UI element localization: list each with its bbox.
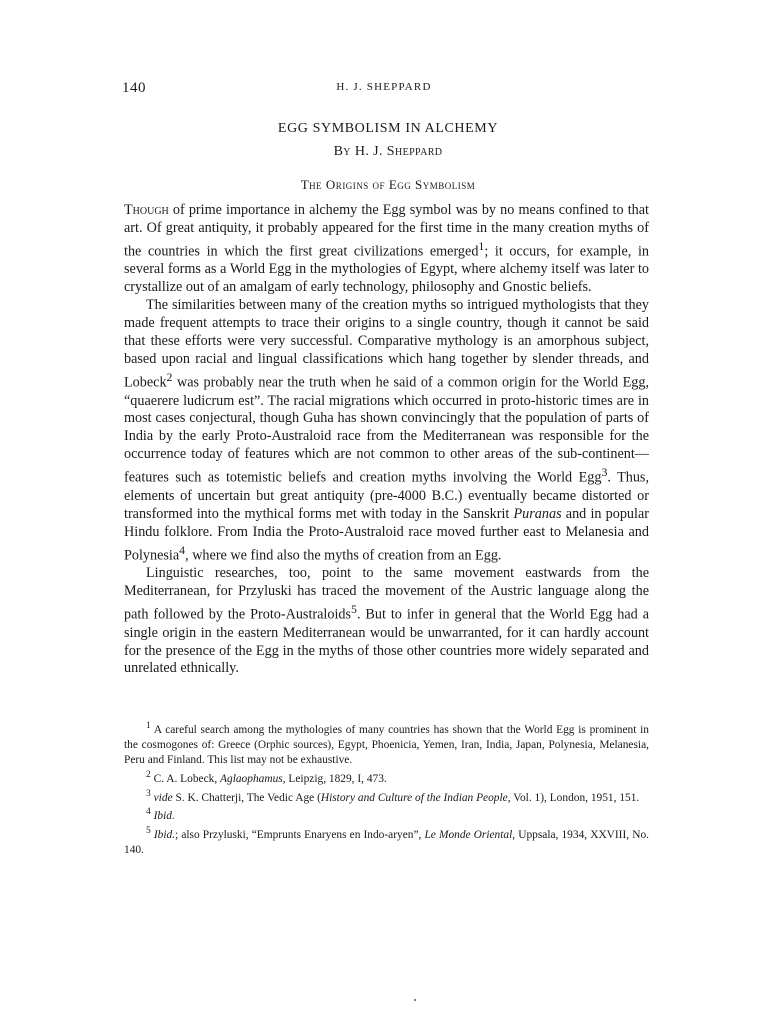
article-title: EGG SYMBOLISM IN ALCHEMY bbox=[277, 121, 499, 136]
footnote-text: , Uppsala, 1934, XXVIII, No. 140. bbox=[124, 828, 649, 856]
paragraph-text: , where we find also the myths of creation from an Egg. bbox=[185, 547, 502, 564]
footnote-3 bbox=[124, 787, 649, 806]
footnote-work-title: History and Culture of the Indian People bbox=[320, 791, 508, 804]
footnote-mark: 2 bbox=[146, 769, 151, 780]
footnote-ref-5: 5 bbox=[351, 601, 357, 616]
footnote-1 bbox=[124, 719, 649, 768]
paragraph-lead-in: Though bbox=[124, 202, 169, 218]
paragraph-text: was probably near the truth when he said of a common origin for the World Egg, “quaerere ludicrum est”. The racial migrations which occurred in proto-historic times are in most cases conjectural, though Guha has shown convincingly that the population of parts of India by the early Proto-Australoid race from the Mediterranean was responsible for the occurrence today of features which are not common to other areas of the sub-continent—features such as totemistic beliefs and creation myths involving the World Egg bbox=[124, 374, 649, 486]
footnote-4 bbox=[124, 805, 649, 824]
footnote-mark: 4 bbox=[146, 807, 151, 818]
footnote-ref-4: 4 bbox=[179, 542, 186, 557]
paragraph-text: ; it occurs, for example, in several forms as a World Egg in the mythologies of Egypt, where alchemy itself was later to crystallize out of an amalgam of early technology, philosophy and Gnostic beliefs. bbox=[124, 243, 649, 296]
page-number: 140 bbox=[122, 80, 146, 96]
footnote-ibid: Ibid. bbox=[153, 810, 175, 823]
footnote-mark: 1 bbox=[146, 721, 151, 731]
paragraph-text: The similarities between many of the creation myths so intrigued mythologists that they made frequent attempts to trace their origins to a single country, though it cannot be said that these efforts were very successful. Comparative mythology is an amorphous subject, based upon racial and lingual classifications which hang together by slender threads, and Lobeck bbox=[124, 297, 649, 391]
paragraph-text: of prime importance in alchemy the Egg symbol was by no means confined to that art. Of great antiquity, it probably appeared for the first time in the many creation myths of the countries in which the first great civilizations emerged bbox=[124, 202, 649, 260]
paragraph-2 bbox=[124, 297, 649, 565]
footnote-ref-1: 1 bbox=[478, 238, 485, 253]
running-head: H. J. SHEPPARD bbox=[336, 81, 432, 93]
footnote-ref-2: 2 bbox=[166, 369, 173, 384]
footnote-text: , Vol. 1), London, 1951, 151. bbox=[507, 791, 640, 804]
footnote-ibid: Ibid. bbox=[153, 828, 176, 841]
footnote-ref-3: 3 bbox=[601, 465, 608, 480]
footnote-text: C. A. Lobeck, bbox=[150, 772, 221, 785]
section-title: The Origins of Egg Symbolism bbox=[300, 177, 476, 192]
footnote-text: ; also Przyluski, “Emprunts Enaryens en Indo-aryen”, bbox=[175, 828, 425, 841]
italic-term: Puranas bbox=[513, 505, 562, 522]
footnote-text: S. K. Chatterji, The Vedic Age ( bbox=[172, 791, 321, 804]
paragraph-text: and in popular Hindu folklore. From India the Proto-Australoid race moved further east to Melanesia and Polynesia bbox=[124, 505, 649, 564]
paragraph-3 bbox=[124, 565, 649, 678]
footnote-mark: 3 bbox=[146, 788, 151, 799]
footnotes bbox=[124, 719, 649, 858]
footnote-text: A careful search among the mythologies of many countries has shown that the World Egg is prominent in the cosmogones of: Greece (Orphic sources), Egypt, Phoenicia, Yemen, Iran, India, Japan, Polynesia, Melanesia, Peru and Finland. This list may not be exhaustive. bbox=[124, 723, 649, 766]
footnote-5 bbox=[124, 824, 649, 858]
paragraph-text: Linguistic researches, too, point to the same movement eastwards from the Mediterranean, for Przyluski has traced the movement of the Austric language along the path followed by the Proto-Australoids bbox=[124, 565, 649, 623]
paragraph-1 bbox=[124, 202, 649, 297]
footnote-2 bbox=[124, 768, 649, 787]
footnote-mark: 5 bbox=[146, 826, 151, 837]
footnote-journal-title: Le Monde Oriental bbox=[424, 828, 513, 841]
footnote-work-title: Aglaophamus bbox=[220, 772, 283, 785]
byline: By H. J. Sheppard bbox=[333, 144, 443, 159]
footnote-vide: vide bbox=[153, 791, 173, 804]
paragraph-text: . Thus, elements of uncertain but great antiquity (pre-4000 B.C.) eventually became distorted or transformed into the mythical forms met with today in the Sanskrit bbox=[124, 469, 649, 522]
paragraph-text: . But to infer in general that the World Egg had a single origin in the eastern Mediterranean would be unwarranted, for it can hardly account for the presence of the Egg in the myths of those other countries more widely separated and unrelated ethnically. bbox=[124, 606, 649, 677]
footnote-text: , Leipzig, 1829, I, 473. bbox=[282, 772, 387, 785]
body-text bbox=[124, 202, 649, 678]
scan-speck bbox=[414, 999, 416, 1001]
